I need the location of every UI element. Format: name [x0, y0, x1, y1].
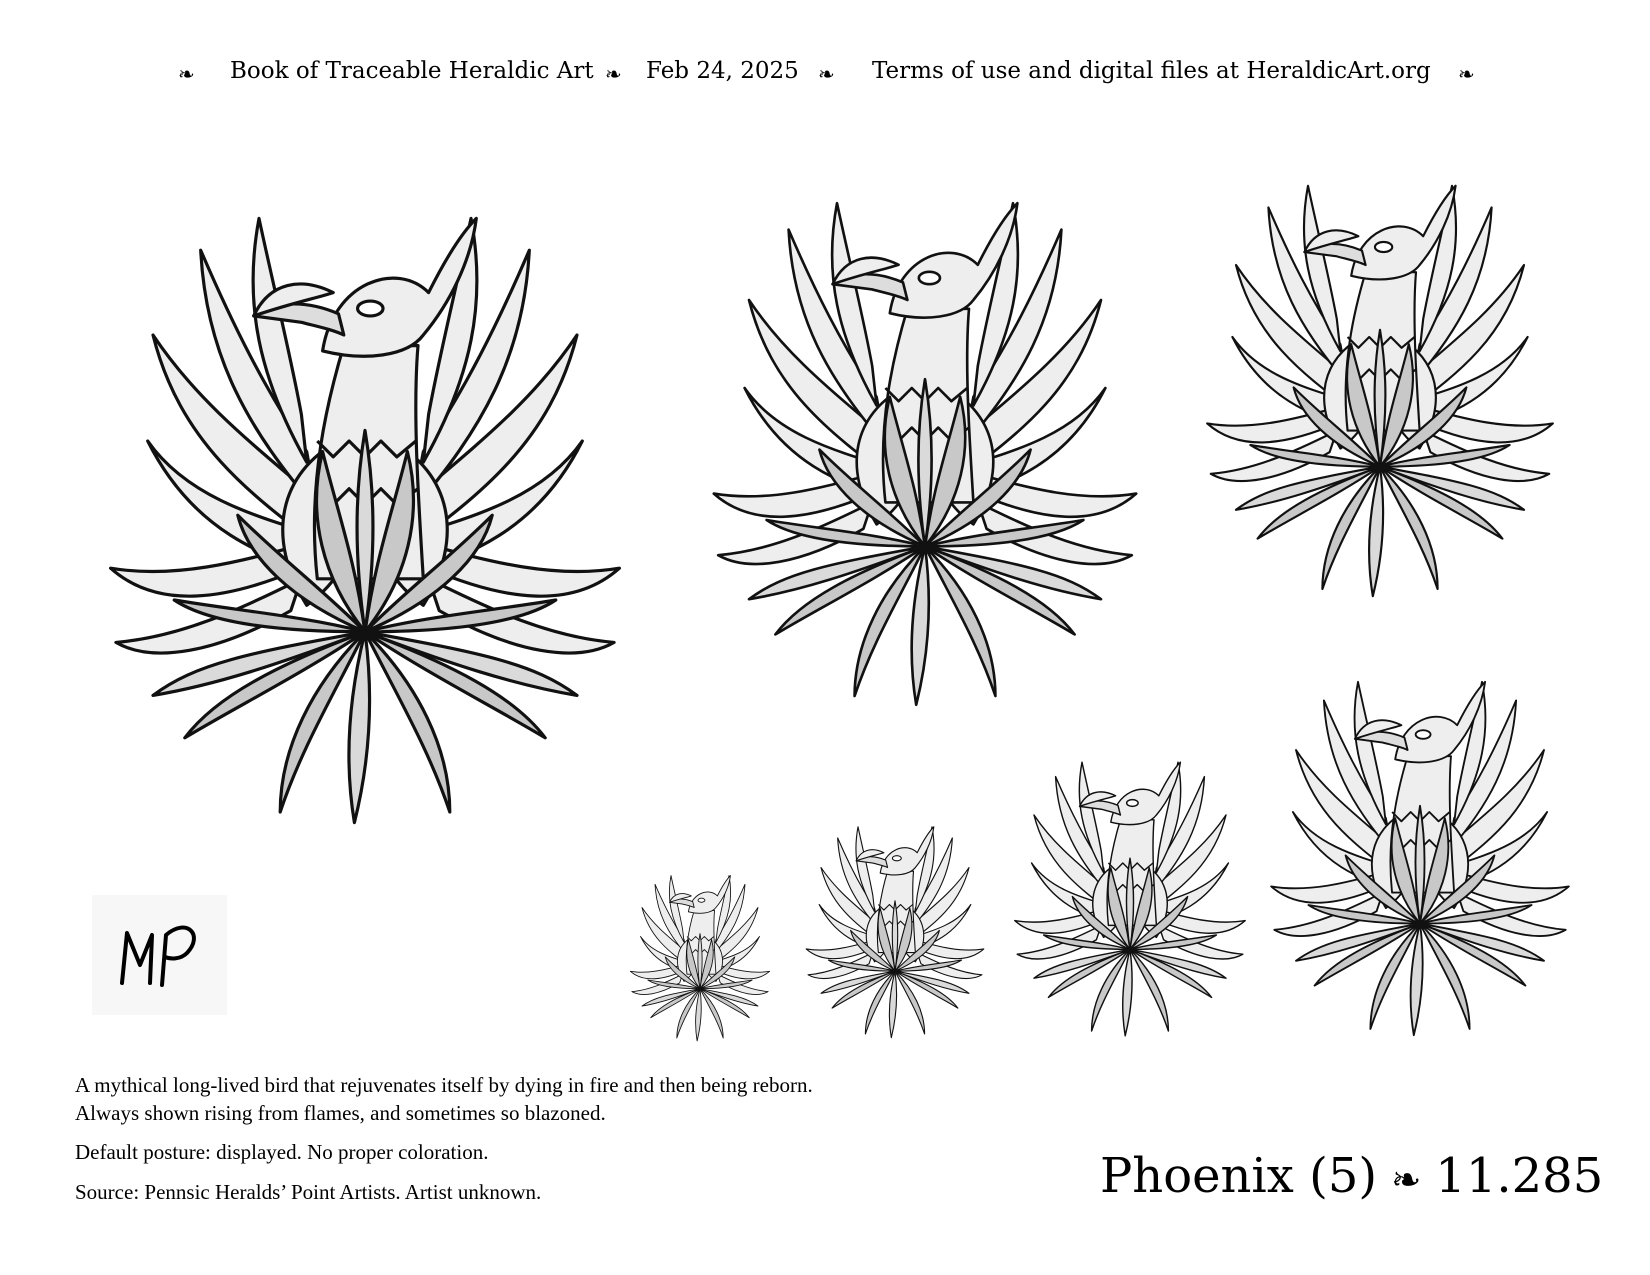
header-date: Feb 24, 2025 — [646, 58, 799, 84]
phoenix-figure-tiny — [806, 827, 984, 1038]
posture-text: Default posture: displayed. No proper coloration. — [75, 1140, 489, 1164]
terms-of-use-text: Terms of use and digital files at HeraldicArt.org — [872, 58, 1431, 84]
phoenix-figure-small — [1271, 682, 1569, 1035]
monogram-signature-icon — [92, 895, 227, 1015]
charge-number: 11.285 — [1435, 1148, 1604, 1204]
charge-title — [1100, 1148, 1604, 1218]
fleuron-icon: ❧ — [818, 62, 835, 86]
phoenix-figure-tiniest — [630, 876, 769, 1041]
description-line-2: Always shown rising from flames, and sometimes so blazoned. — [75, 1101, 606, 1125]
phoenix-figure-large — [111, 218, 620, 822]
description-line-1: A mythical long-lived bird that rejuvenates itself by dying in fire and then being reborn. — [75, 1073, 813, 1097]
phoenix-figure-smaller — [1015, 762, 1245, 1036]
phoenix-figure-medium — [714, 203, 1136, 705]
book-title: Book of Traceable Heraldic Art — [230, 58, 594, 84]
fleuron-icon: ❧ — [605, 62, 622, 86]
fleuron-icon: ❧ — [1458, 62, 1475, 86]
fleuron-icon: ❧ — [1391, 1160, 1422, 1201]
artist-monogram — [92, 895, 227, 1015]
phoenix-figure-medium-small — [1207, 186, 1553, 596]
source-text: Source: Pennsic Heralds’ Point Artists. Artist unknown. — [75, 1180, 542, 1204]
charge-name: Phoenix (5) — [1100, 1148, 1378, 1204]
fleuron-icon: ❧ — [178, 62, 195, 86]
